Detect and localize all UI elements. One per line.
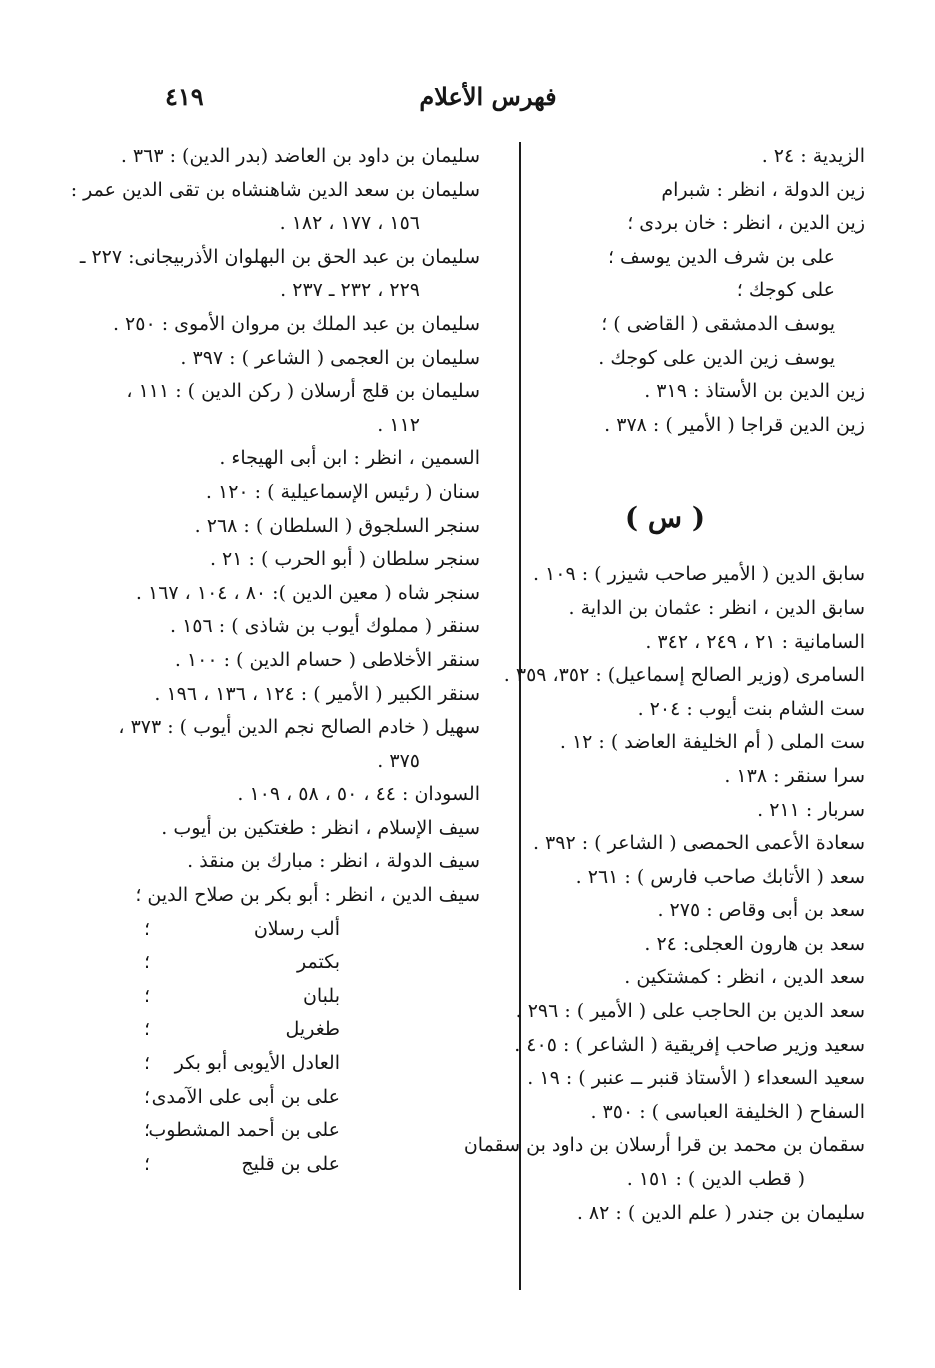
sub-entry-mark: ؛ (143, 917, 150, 940)
index-entry: ست الملى ( أم الخليفة العاضد ) : ١٢ . (559, 731, 865, 754)
sub-entry-name: طغريل (285, 1018, 340, 1041)
index-entry: سنجر سلطان ( أبو الحرب ) : ٢١ . (209, 548, 480, 571)
index-entry: سنقر الأخلاطى ( حسام الدين ) : ١٠٠ . (174, 648, 480, 671)
spacer (465, 442, 865, 478)
index-entry: ست الشام بنت أيوب : ٢٠٤ . (637, 697, 865, 720)
index-entry: السفاح ( الخليفة العباسى ) : ٣٥٠ . (590, 1100, 865, 1123)
index-entry-cross-ref: يوسف زين الدين على كوجك . (598, 346, 835, 369)
index-entry-continuation: ١١٢ . (377, 413, 420, 436)
index-entry-continuation: ١٥٦ ، ١٧٧ ، ١٨٢ . (279, 212, 420, 235)
sub-entry-name: ألب رسلان (253, 917, 340, 940)
index-entry: زين الدين بن الأستاذ : ٣١٩ . (644, 380, 865, 403)
sub-entry-mark: ؛ (143, 1085, 150, 1108)
index-entry-continuation: ٢٢٩ ، ٢٣٢ ـ ٢٣٧ . (280, 279, 420, 302)
index-entry-cross-ref: يوسف الدمشقى ( القاضى ) ؛ (601, 312, 835, 335)
index-entry-cross-ref: على كوجك ؛ (736, 279, 835, 302)
index-entry: سعد بن أبى وقاص : ٢٧٥ . (657, 899, 865, 922)
index-entry: زين الدين قراجا ( الأمير ) : ٣٧٨ . (604, 413, 865, 436)
index-entry-cross-ref: على بن شرف الدين يوسف ؛ (607, 245, 835, 268)
index-entry: سابق الدين ( الأمير صاحب شيزر ) : ١٠٩ . (532, 563, 865, 586)
sub-entry-name: بلبان (302, 984, 340, 1007)
index-entry: سرا سنقر : ١٣٨ . (724, 764, 865, 787)
index-entry: السامرى (وزير الصالح إسماعيل) : ٣٥٢، ٣٥٩ . (503, 664, 865, 687)
page-header (0, 82, 935, 126)
index-entry: سليمان بن داود بن العاضد (بدر الدين) : ٣٦٣ . (120, 145, 480, 167)
index-entry: سليمان بن العجمى ( الشاعر ) : ٣٩٧ . (180, 346, 480, 369)
index-entry: سهيل ( خادم الصالح نجم الدين أيوب ) : ٣٧٣ ، (118, 716, 480, 739)
index-entry: سليمان بن قلج أرسلان ( ركن الدين ) : ١١١ ، (126, 380, 480, 403)
sub-entry-name: على بن قليج (241, 1152, 340, 1175)
index-entry: سابق الدين ، انظر : عثمان بن الداية . (568, 596, 865, 619)
index-entry: سعد بن هارون العجلى: ٢٤ . (644, 932, 865, 955)
index-entry: السمين ، انظر : ابن أبى الهيجاء . (219, 447, 480, 470)
index-entry: سليمان بن عبد الملك بن مروان الأموى : ٢٥٠ . (112, 312, 480, 335)
index-entry: زين الدين ، انظر : خان بردى ؛ (627, 212, 865, 235)
cross-ref-sub-entry (140, 946, 480, 980)
index-column-left (70, 140, 480, 1181)
index-entry: سيف الدين ، انظر : أبو بكر بن صلاح الدين ؛ (135, 884, 480, 907)
section-heading-seen: ( س ) (624, 501, 706, 535)
cross-ref-sub-entry (140, 1047, 480, 1081)
index-entry: سنان ( رئيس الإسماعيلية ) : ١٢٠ . (205, 480, 480, 503)
cross-ref-sub-entry (140, 1114, 480, 1148)
cross-ref-sub-entry (140, 1081, 480, 1115)
index-entry: سليمان بن سعد الدين شاهنشاه بن تقى الدين عمر : (70, 178, 480, 201)
index-entry-continuation: ٣٧٥ . (377, 749, 420, 772)
sub-entry-mark: ؛ (143, 1018, 150, 1041)
sub-entry-mark: ؛ (143, 1052, 150, 1075)
index-entry: سعيد وزير صاحب إفريقية ( الشاعر ) : ٤٠٥ . (514, 1033, 865, 1056)
index-entry: سنجر السلجوق ( السلطان ) : ٢٦٨ . (194, 514, 480, 537)
page-number: ٤١٩ (165, 82, 204, 111)
sub-entry-name: بكتمر (297, 951, 340, 974)
index-entry: السامانية : ٢١ ، ٢٤٩ ، ٣٤٢ . (645, 630, 865, 653)
index-entry: سنجر شاه ( معين الدين ): ٨٠ ، ١٠٤ ، ١٦٧ . (135, 581, 480, 604)
index-entry: سعد ( الأتابك صاحب فارس ) : ٢٦١ . (575, 865, 865, 888)
index-entry: الزيدية : ٢٤ . (761, 145, 865, 167)
page-title: فهرس الأعلام (419, 82, 557, 111)
index-entry: سعادة الأعمى الحمصى ( الشاعر ) : ٣٩٢ . (532, 832, 865, 855)
index-entry: سيف الدولة ، انظر : مبارك بن منقذ . (187, 850, 480, 873)
index-entry: زين الدولة ، انظر : شبرام (661, 178, 865, 201)
index-entry: سعد الدين ، انظر : كمشتكين . (624, 966, 865, 989)
sub-entry-mark: ؛ (143, 951, 150, 974)
index-entry: سربار : ٢١١ . (757, 798, 865, 821)
sub-entry-mark: ؛ (143, 1119, 150, 1142)
cross-ref-sub-entry (140, 1013, 480, 1047)
index-entry-continuation: ( قطب الدين ) : ١٥١ . (626, 1168, 805, 1191)
index-entry: سنقر الكبير ( الأمير ) : ١٢٤ ، ١٣٦ ، ١٩٦ . (154, 682, 480, 705)
sub-entry-name: على بن أحمد المشطوب (148, 1119, 340, 1142)
cross-ref-sub-entry (140, 1148, 480, 1182)
index-entry: سعد الدين بن الحاجب على ( الأمير ) : ٢٩٦ . (515, 1000, 865, 1023)
index-entry: سنقر ( مملوك أيوب بن شاذى ) : ١٥٦ . (170, 615, 480, 638)
index-entry: سيف الإسلام ، انظر : طغتكين بن أيوب . (161, 816, 480, 839)
index-entry: سليمان بن جندر ( علم الدين ) : ٨٢ . (576, 1201, 865, 1224)
index-entry: سعيد السعداء ( الأستاذ قنبر ــ عنبر ) : ١٩ . (527, 1067, 865, 1090)
sub-entry-name: العادل الأيوبى أبو بكر (174, 1052, 340, 1075)
index-column-right (465, 140, 865, 1230)
sub-entry-mark: ؛ (143, 1152, 150, 1175)
sub-entry-name: على بن أبى على الآمدى (151, 1085, 340, 1108)
cross-ref-sub-entry (140, 913, 480, 947)
index-entry: سقمان بن محمد بن قرا أرسلان بن داود بن سقمان (463, 1134, 865, 1157)
cross-ref-sub-entry (140, 980, 480, 1014)
index-entry: السودان : ٤٤ ، ٥٠ ، ٥٨ ، ١٠٩ . (237, 783, 480, 806)
sub-entry-mark: ؛ (143, 984, 150, 1007)
index-entry: سليمان بن عبد الحق بن البهلوان الأذربيجانى: ٢٢٧ ـ (79, 245, 480, 268)
